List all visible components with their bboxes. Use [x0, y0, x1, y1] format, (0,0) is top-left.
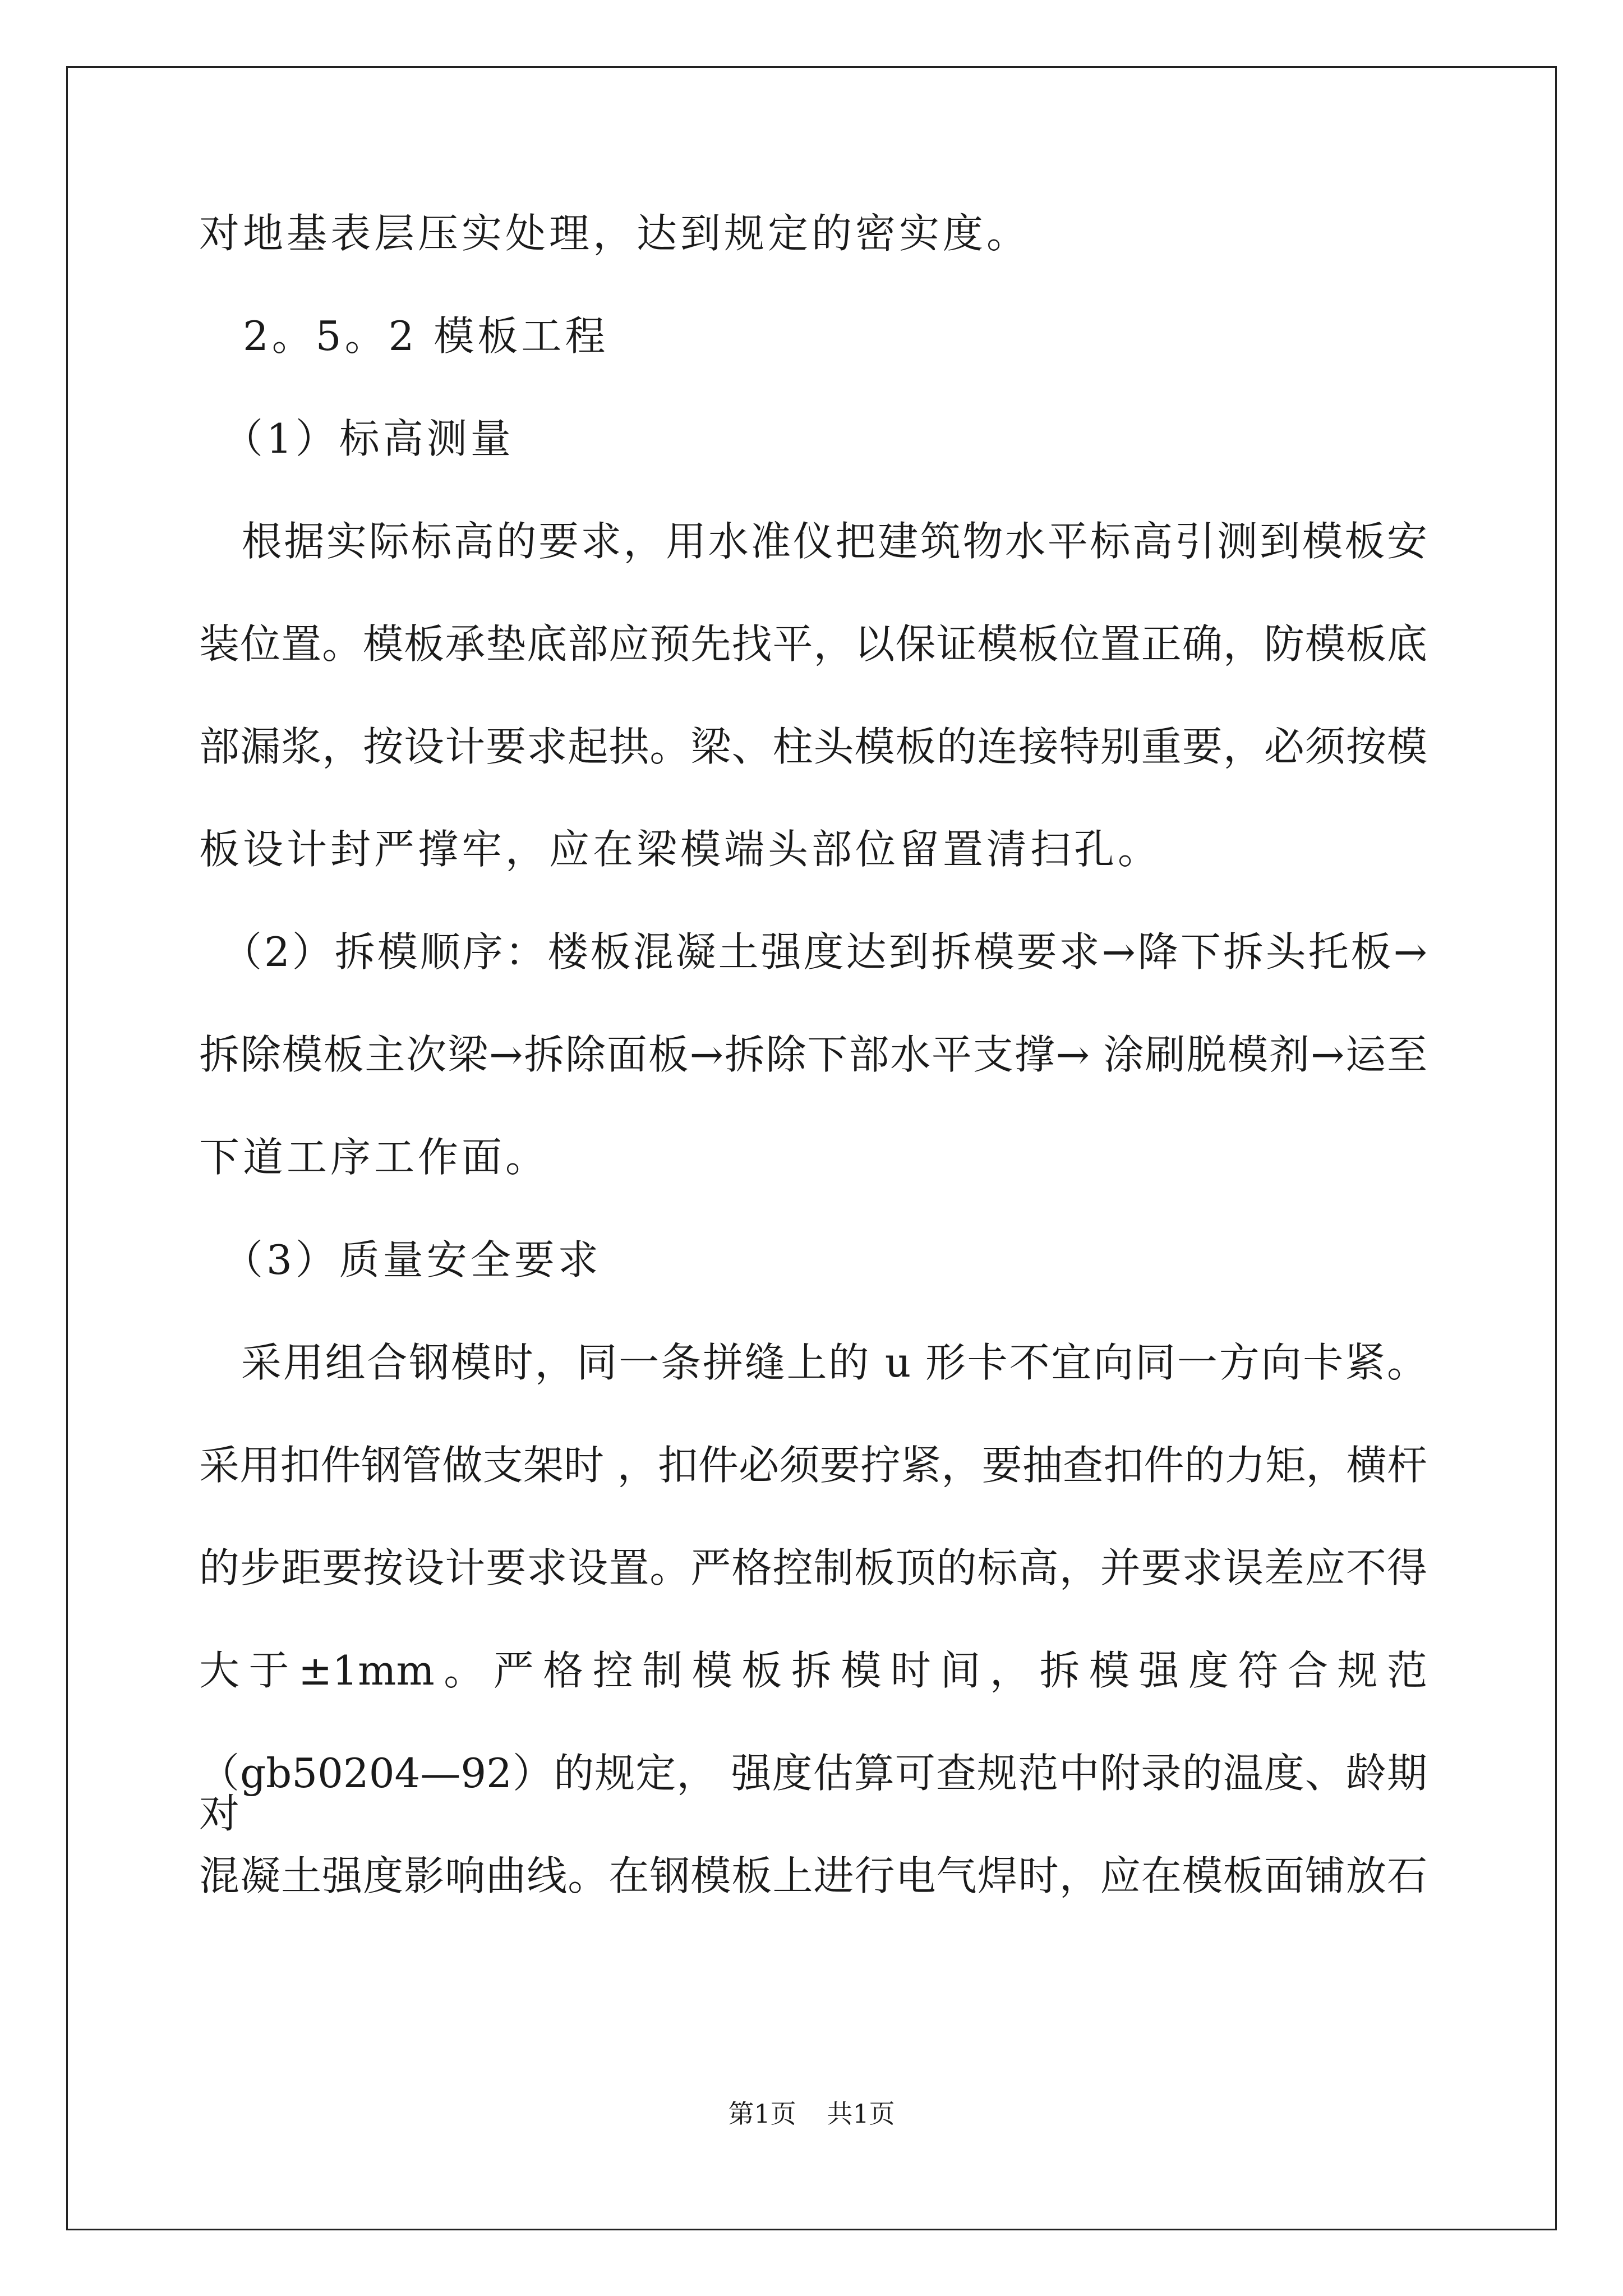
section-heading: 2。5。2 模板工程 [199, 312, 609, 360]
text-line: 根据实际标高的要求，用水准仪把建筑物水平标高引测到模板安 [199, 518, 1427, 565]
text-line: 混凝土强度影响曲线。在钢模板上进行电气焊时，应在模板面铺放石 [199, 1852, 1427, 1899]
text-line: 大于±1mm。严格控制模板拆模时间，拆模强度符合规范 [199, 1647, 1427, 1694]
text-line: 拆除模板主次梁→拆除面板→拆除下部水平支撑→ 涂刷脱模剂→运至 [199, 1031, 1427, 1078]
text-line: 装位置。模板承垫底部应预先找平，以保证模板位置正确，防模板底 [199, 620, 1427, 668]
text-line: （2）拆模顺序：楼板混凝土强度达到拆模要求→降下拆头托板→ [199, 928, 1427, 976]
text-line: 部漏浆，按设计要求起拱。梁、柱头模板的连接特别重要，必须按模 [199, 723, 1427, 770]
text-line: （gb50204—92）的规定， 强度估算可查规范中附录的温度、龄期对 [199, 1750, 1427, 1837]
text-line: 下道工序工作面。 [199, 1134, 550, 1181]
text-line: 的步距要按设计要求设置。严格控制板顶的标高，并要求误差应不得 [199, 1544, 1427, 1591]
text-line: 对地基表层压实处理，达到规定的密实度。 [199, 210, 1031, 257]
text-line: 采用扣件钢管做支架时 ，扣件必须要拧紧，要抽查扣件的力矩，横杆 [199, 1442, 1427, 1489]
page-number: 第1页 [728, 2099, 796, 2129]
page-total: 共1页 [827, 2099, 895, 2129]
subsection-heading: （3）质量安全要求 [199, 1236, 602, 1283]
document-body [199, 210, 1427, 1958]
subsection-heading: （1）标高测量 [199, 415, 514, 462]
text-line: 板设计封严撑牢，应在梁模端头部位留置清扫孔。 [199, 826, 1162, 873]
page-footer [0, 2101, 1623, 2127]
text-line: 采用组合钢模时，同一条拼缝上的 u 形卡不宜向同一方向卡紧。 [199, 1339, 1427, 1386]
